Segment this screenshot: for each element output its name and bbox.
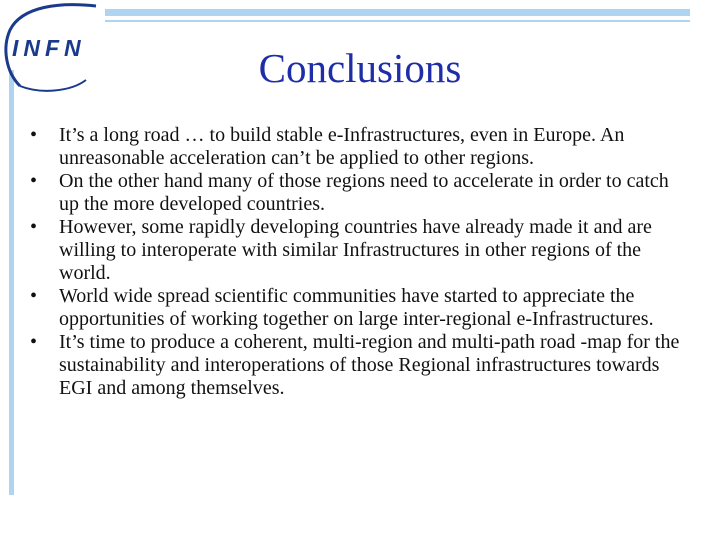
bullet-dot: •	[30, 285, 38, 307]
bullet-list	[28, 124, 688, 400]
logo-text: INFN	[12, 35, 86, 61]
slide-title-text: Conclusions	[258, 45, 462, 91]
bullet-item	[28, 216, 688, 285]
bullet-item	[28, 285, 688, 331]
bullet-text: It’s time to produce a coherent, multi-region and multi-path road -map for the sustainability and interoperations of those Regional infrastructures towards EGI and among themselves.	[59, 331, 680, 399]
bullet-item	[28, 331, 688, 400]
bullet-dot: •	[30, 331, 38, 353]
bullet-text: However, some rapidly developing countries have already made it and are willing to interoperate with similar Infrastructures in other regions of the world.	[59, 216, 652, 284]
bullet-dot: •	[30, 216, 38, 238]
slide-title	[0, 44, 720, 92]
top-accent-bar	[105, 9, 690, 16]
left-accent-bar	[9, 70, 14, 495]
bullet-text: On the other hand many of those regions need to accelerate in order to catch up the more developed countries.	[59, 170, 669, 215]
bullet-item	[28, 124, 688, 170]
bullet-item	[28, 170, 688, 216]
bullet-text: World wide spread scientific communities have started to appreciate the opportunities of working together on large inter-regional e-Infrastructures.	[59, 285, 654, 330]
bullet-dot: •	[30, 124, 38, 146]
bullet-text: It’s a long road … to build stable e-Infrastructures, even in Europe. An unreasonable acceleration can’t be applied to other regions.	[59, 124, 625, 169]
top-accent-line	[105, 20, 690, 22]
bullet-dot: •	[30, 170, 38, 192]
